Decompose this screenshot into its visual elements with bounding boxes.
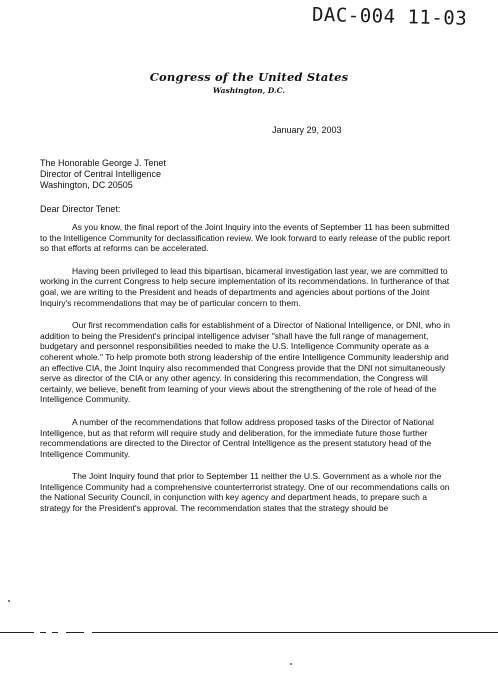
scan-artifact-line	[52, 632, 58, 633]
scan-artifact-line	[40, 632, 46, 633]
scan-speck	[8, 600, 10, 602]
paragraph: Our first recommendation calls for establishment of a Director of National Intelligence, or DNI, who in addition to being the President's principal intelligence adviser "shall have the full range of management, budgetary and personnel responsibilities needed to make the U.S. Intelligence Community operate as a coherent whole." To help promote both strong leadership of the entire Intelligence Community leadership and an effective CIA, the Joint Inquiry also recommended that Congress provide that the DNI not simultaneously serve as director of the CIA or any other agency. In considering this recommendation, the Congress will certainly, we believe, benefit from learning of your views about the strengthening of the role of head of the Intelligence Community.	[40, 320, 450, 405]
paragraph: The Joint Inquiry found that prior to September 11 neither the U.S. Government as a whole nor the Intelligence Community had a comprehensive counterterrorist strategy. One of our recommendations calls on the National Security Council, in conjunction with key agency and department heads, to prepare such a strategy for the President's approval. The recommendation states that the strategy should be	[40, 471, 450, 514]
letterhead-title: Congress of the United States	[149, 70, 349, 84]
recipient-address	[40, 158, 166, 191]
recipient-name: The Honorable George J. Tenet	[40, 158, 166, 168]
document-control-stamp: DAC-004 11-03	[311, 3, 468, 30]
scan-artifact-line	[92, 632, 498, 633]
scan-speck	[290, 663, 292, 665]
recipient-city: Washington, DC 20505	[40, 180, 133, 190]
paragraph: As you know, the final report of the Joint Inquiry into the events of September 11 has been submitted to the Intelligence Community for declassification review. We look forward to early release of the public report so that efforts at reforms can be accelerated.	[40, 222, 450, 254]
scan-artifact-line	[66, 632, 84, 633]
scan-artifact-line	[0, 632, 34, 633]
salutation: Dear Director Tenet:	[40, 204, 121, 214]
letter-date: January 29, 2003	[272, 125, 342, 135]
paragraph: A number of the recommendations that follow address proposed tasks of the Director of National Intelligence, but as that reform will require study and deliberation, for the immediate future those further recommendations are directed to the Director of Central Intelligence as the present statutory head of the Intelligence Community.	[40, 416, 434, 459]
paragraph: Having been privileged to lead this bipartisan, bicameral investigation last year, we are committed to working in the current Congress to help secure implementation of its recommendations. In furtherance of that goal, we are writing to the President and heads of departments and agencies about portions of the Joint Inquiry's recommendations that may be of particular concern to them.	[40, 265, 450, 308]
letterhead-subtitle: Washington, D.C.	[212, 86, 286, 95]
letter-body	[40, 222, 458, 526]
recipient-title: Director of Central Intelligence	[40, 169, 162, 179]
